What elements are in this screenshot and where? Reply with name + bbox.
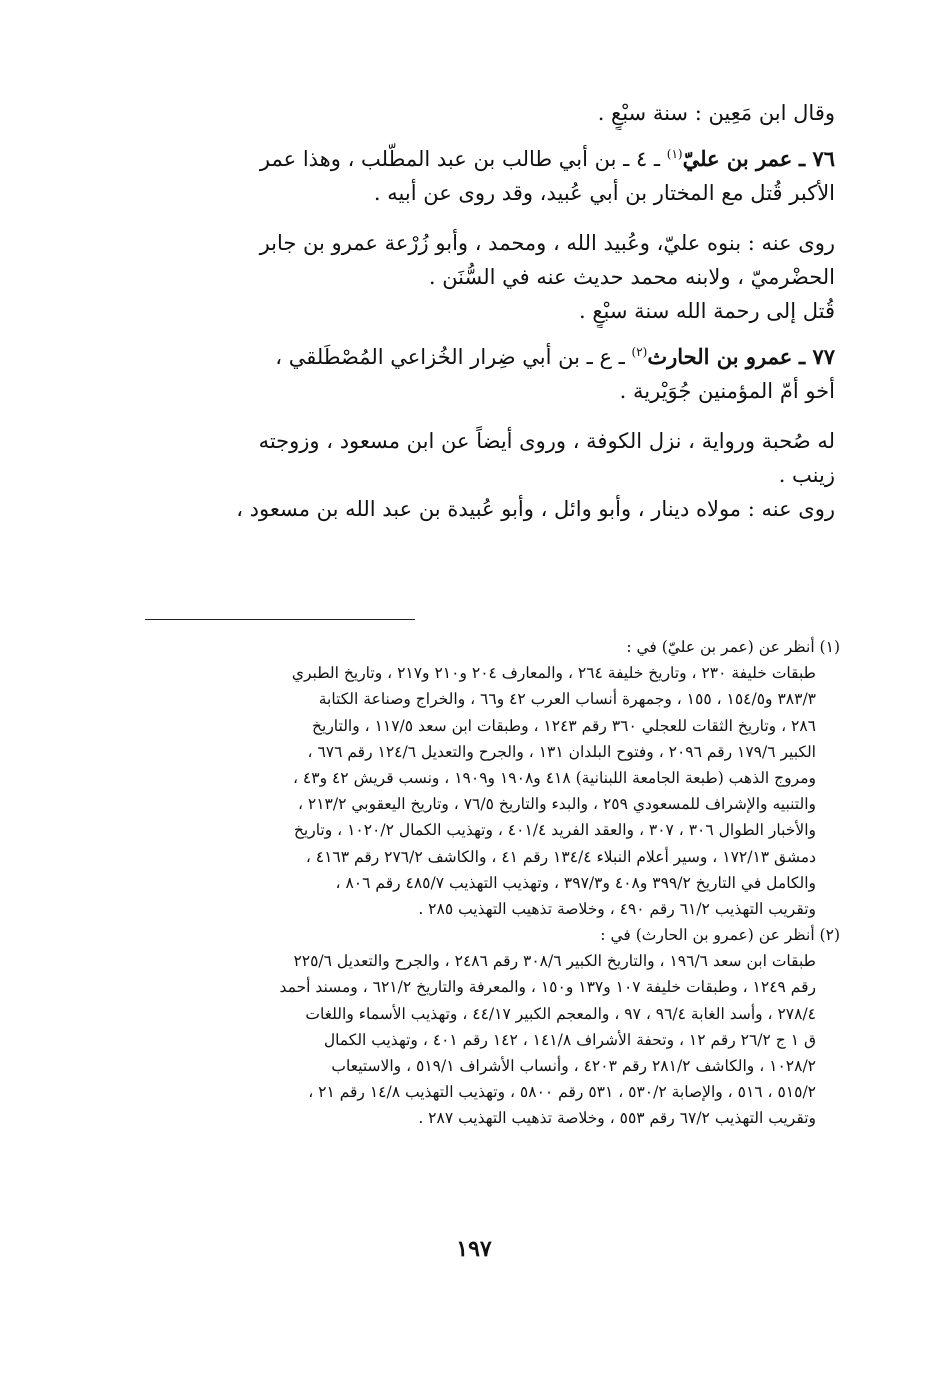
footnotes	[145, 634, 840, 1132]
text-line: روى عنه : بنوه عليّ، وعُبيد الله ، ومحمد ، وأبو زُرْعة عمرو بن جابر	[259, 231, 835, 255]
footnote-2-line: ق ١ ج ٢٦/٢ رقم ١٢ ، وتحفة الأشراف ١٤١/٨ ، ١٤٢ رقم ٤٠١ ، وتهذيب الكمال	[323, 1030, 816, 1049]
footnote-1-line: والكامل في التاريخ ٣٩٩/٢ و٤٠٨ و٣٩٧/٣ ، وتهذيب التهذيب ٤٨٥/٧ رقم ٨٠٦ ،	[335, 873, 816, 892]
footnote-divider	[145, 619, 415, 620]
footnote-1-line: دمشق ١٧٢/١٣ ، وسير أعلام النبلاء ١٣٤/٤ رقم ٤١ ، والكاشف ٢٧٦/٢ رقم ٤١٦٣ ،	[305, 847, 816, 866]
footnote-2-line: ٥١٥/٢ ، ٥١٦ ، والإصابة ٥٣٠/٢ ، ٥٣١ رقم ٥٨٠٠ ، وتهذيب التهذيب ١٤/٨ رقم ٢١ ،	[308, 1083, 816, 1102]
text-line: روى عنه : مولاه دينار ، وأبو وائل ، وأبو عُبيدة بن عبد الله بن مسعود ،	[236, 497, 835, 521]
footnote-ref: (١)	[666, 147, 683, 161]
entry-number: ٧٦ ـ	[798, 146, 835, 171]
footnote-2-line: طبقات ابن سعد ١٩٦/٦ ، والتاريخ الكبير ٣٠٨/٦ رقم ٢٤٨٦ ، والجرح والتعديل ٢٢٥/٦	[293, 952, 816, 971]
footnote-1-line: ٣٨٣/٣ و١٥٤/٥ ، ١٥٥ ، وجمهرة أنساب العرب ٤٢ و٦٦ ، والخراج وصناعة الكتابة	[318, 690, 816, 709]
text-line: الحضْرميّ ، ولابنه محمد حديث عنه في السُّنَن .	[428, 265, 835, 289]
main-text	[145, 96, 835, 526]
text-line: وقال ابن مَعِين : سنة سبْعٍ .	[597, 101, 835, 125]
footnote-2-line: ١٠٢٨/٢ ، والكاشف ٢٨١/٢ رقم ٤٢٠٣ ، وأنساب الأشراف ٥١٩/١ ، والاستيعاب	[331, 1057, 816, 1075]
text-line: الأكبر قُتل مع المختار بن أبي عُبيد، وقد روى عن أبيه .	[373, 181, 835, 205]
page-number: ١٩٧	[456, 1236, 492, 1262]
footnote-1-line: ٢٨٦ ، وتاريخ الثقات للعجلي ٣٦٠ رقم ١٢٤٣ ، وطبقات ابن سعد ١١٧/٥ ، والتاريخ	[312, 716, 816, 735]
text-line: أخو أمّ المؤمنين جُوَيْرية .	[619, 379, 835, 403]
entry-77-heading-line	[145, 340, 835, 374]
footnote-2-line: وتقريب التهذيب ٦٧/٢ رقم ٥٥٣ ، وخلاصة تذهيب التهذيب ٢٨٧ .	[418, 1109, 816, 1128]
entry-text: ـ ٤ ـ بن أبي طالب بن عبد المطّلب ، وهذا عمر	[259, 147, 661, 171]
footnote-1-line: الكبير ١٧٩/٦ رقم ٢٠٩٦ ، وفتوح البلدان ١٣١ ، والجرح والتعديل ١٢٤/٦ رقم ٦٧٦ ،	[307, 742, 816, 761]
footnote-1-line: ومروج الذهب (طبعة الجامعة اللبنانية) ٤١٨ و١٩٠٨ و١٩٠٩ ، ونسب قريش ٤٢ و٤٣ ،	[292, 768, 816, 787]
footnote-1-line: وتقريب التهذيب ٦١/٢ رقم ٤٩٠ ، وخلاصة تذهيب التهذيب ٢٨٥ .	[418, 899, 816, 918]
footnote-1-heading: (١) أنظر عن (عمر بن عليّ) في :	[626, 638, 840, 656]
text-line: زينب .	[778, 463, 835, 487]
entry-name: عمرو بن الحارث	[647, 344, 793, 369]
footnote-2-line: ٢٧٨/٤ ، وأسد الغابة ٩٦/٤ ، ٩٧ ، والمعجم الكبير ٤٤/١٧ ، وتهذيب الأسماء واللغات	[305, 1004, 816, 1023]
footnote-2-heading: (٢) أنظر عن (عمرو بن الحارث) في :	[600, 926, 840, 945]
text-line: قُتل إلى رحمة الله سنة سبْعٍ .	[578, 299, 835, 323]
footnote-1-line: والأخبار الطوال ٣٠٦ ، ٣٠٧ ، والعقد الفريد ٤٠١/٤ ، وتهذيب الكمال ١٠٢٠/٢ ، وتاريخ	[293, 821, 816, 840]
footnote-ref: (٢)	[631, 345, 648, 359]
entry-name: عمر بن عليّ	[682, 146, 793, 171]
entry-76-heading-line	[145, 142, 835, 176]
footnote-2-line: رقم ١٢٤٩ ، وطبقات خليفة ١٠٧ و١٣٧ و١٥٠ ، والمعرفة والتاريخ ٦٢١/٢ ، ومسند أحمد	[279, 978, 816, 997]
entry-number: ٧٧ ـ	[798, 344, 835, 369]
footnote-1-line: والتنبيه والإشراف للمسعودي ٢٥٩ ، والبدء والتاريخ ٧٦/٥ ، وتاريخ اليعقوبي ٢١٣/٢ ،	[297, 795, 816, 814]
footnote-1-line: طبقات خليفة ٢٣٠ ، وتاريخ خليفة ٢٦٤ ، والمعارف ٢٠٤ و٢١٠ و٢١٧ ، وتاريخ الطبري	[291, 664, 816, 683]
text-line: له صُحبة ورواية ، نزل الكوفة ، وروى أيضاً عن ابن مسعود ، وزوجته	[258, 429, 835, 453]
entry-text: ـ ع ـ بن أبي ضِرار الخُزاعي المُصْطَلقي ،	[275, 345, 625, 369]
